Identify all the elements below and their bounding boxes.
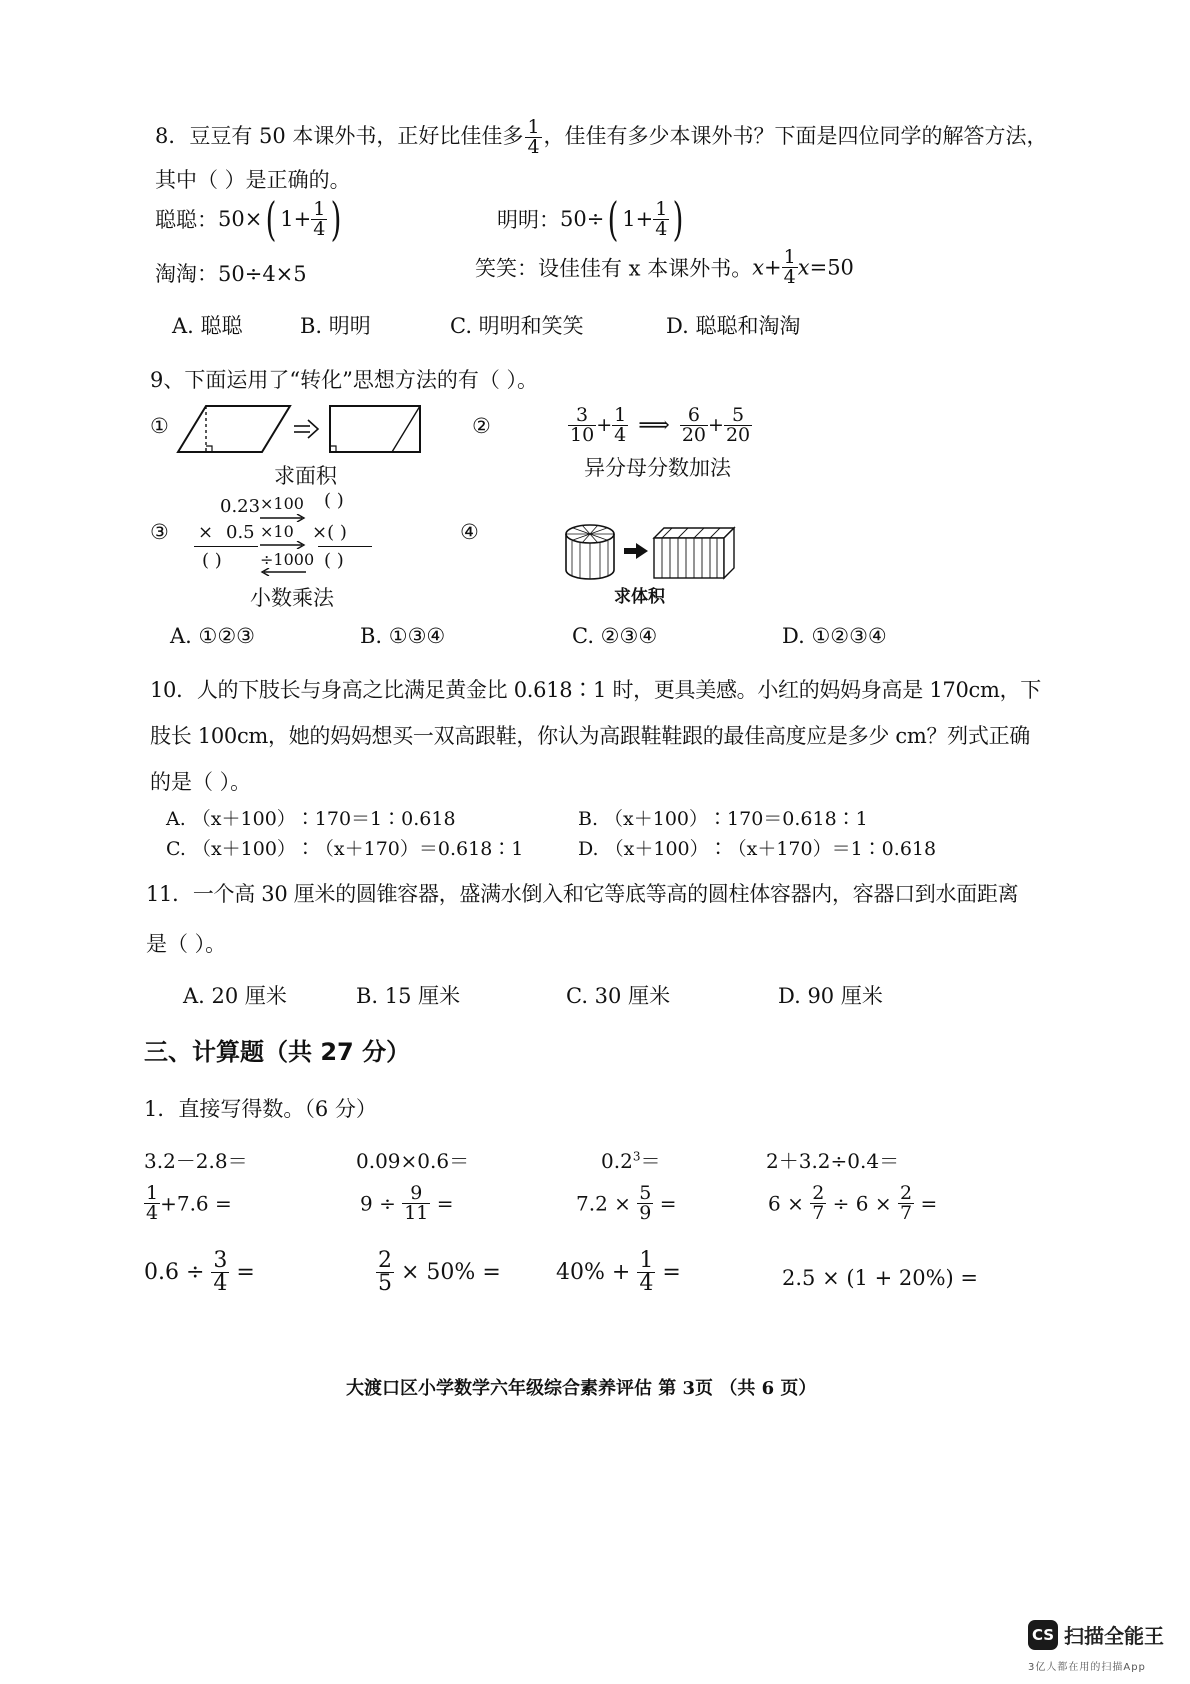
calc-1-4: 2＋3.2÷0.4＝ bbox=[766, 1149, 900, 1173]
q10-stem-line1: 10．人的下肢长与身高之比满足黄金比 0.618∶1 时，更具美感。小红的妈妈身高是 170cm，下 bbox=[150, 678, 1041, 702]
parallelogram-shape bbox=[178, 406, 290, 452]
q9-option-d[interactable]: D. ①②③④ bbox=[782, 624, 887, 648]
q8-stem-text-a: 8．豆豆有 50 本课外书，正好比佳佳多 bbox=[155, 124, 524, 148]
fig3-x-blank: ×( ) bbox=[312, 522, 347, 543]
left-arrow-icon bbox=[260, 568, 306, 576]
q8-stem-line2: 其中（ ）是正确的。 bbox=[155, 168, 351, 192]
calc-3-1: 0.6 ÷ $\frac{3}{4}$ = bbox=[144, 1248, 255, 1296]
q9-stem: 9、下面运用了“转化”思想方法的有（ ）。 bbox=[150, 368, 539, 392]
q8-stem-text-b: ，佳佳有多少本课外书？下面是四位同学的解答方法， bbox=[543, 124, 1048, 148]
fig3-op-x10: ×10 bbox=[260, 522, 294, 541]
q8-mingming-formula: 明明：50÷( 1+ $\frac{1}{4}$ ) bbox=[497, 192, 684, 246]
fig2-fraction-1: $\frac{3}{10}$ bbox=[570, 404, 595, 446]
calc-3-4: 2.5 × (1 + 20%) = bbox=[782, 1266, 978, 1290]
filled-arrow-icon bbox=[624, 543, 648, 559]
camscanner-brand-name: 扫描全能王 bbox=[1064, 1624, 1164, 1648]
fig3-blank-bottom-left: ( ) bbox=[202, 550, 222, 571]
q8-option-d[interactable]: D. 聪聪和淘淘 bbox=[666, 314, 801, 338]
q8-stem-fraction: $\frac{1}{4}$ bbox=[527, 116, 540, 158]
q9-item-4-number: ④ bbox=[460, 520, 479, 544]
q10-option-c[interactable]: C. （x＋100）∶（x＋170）＝0.618∶1 bbox=[166, 838, 524, 860]
q9-option-b[interactable]: B. ①③④ bbox=[360, 624, 446, 648]
fig2-fraction-4: $\frac{5}{20}$ bbox=[725, 404, 751, 446]
q8-option-c[interactable]: C. 明明和笑笑 bbox=[450, 314, 584, 338]
q8-option-b[interactable]: B. 明明 bbox=[300, 314, 371, 338]
q10-option-b[interactable]: B. （x＋100）∶170＝0.618∶1 bbox=[578, 808, 868, 830]
fig3-op-x100: ×100 bbox=[260, 494, 304, 513]
q8-xiaoxiao-formula: 笑笑：设佳佳有 x 本课外书。x+ $\frac{1}{4}$ x=50 bbox=[475, 246, 854, 288]
calc-2-4: 6 × $\frac{2}{7}$ ÷ 6 × $\frac{2}{7}$ = bbox=[768, 1182, 938, 1224]
double-arrow-icon: ⟹ bbox=[638, 412, 670, 438]
fig3-mult-value: 0.5 bbox=[226, 522, 255, 543]
q11-option-a[interactable]: A. 20 厘米 bbox=[183, 984, 287, 1008]
calc-1-1: 3.2－2.8＝ bbox=[144, 1149, 248, 1173]
rectangle-cut-line bbox=[392, 406, 420, 452]
q10-option-d[interactable]: D. （x＋100）∶（x＋170）＝1∶0.618 bbox=[578, 838, 937, 860]
q11-option-b[interactable]: B. 15 厘米 bbox=[356, 984, 461, 1008]
q9-fig4-cylinder-to-cuboid bbox=[564, 522, 740, 582]
q9-option-a[interactable]: A. ①②③ bbox=[170, 624, 255, 648]
fig3-top-left: 0.23 bbox=[220, 496, 261, 517]
fig3-mult-sign: × bbox=[198, 522, 214, 543]
fig3-blank-bottom-right: ( ) bbox=[324, 550, 344, 571]
q11-option-d[interactable]: D. 90 厘米 bbox=[778, 984, 883, 1008]
calc-3-3: 40% + $\frac{1}{4}$ = bbox=[556, 1248, 681, 1296]
section3-title: 三、计算题（共 27 分） bbox=[144, 1038, 411, 1066]
camscanner-logo-icon: CS bbox=[1028, 1620, 1058, 1650]
q9-item-1-number: ① bbox=[150, 414, 169, 438]
fig2-fraction-3: $\frac{6}{20}$ bbox=[681, 404, 707, 446]
calc-2-2: 9 ÷ $\frac{9}{11}$ = bbox=[360, 1182, 454, 1224]
q9-fig2-fraction-addition: $\frac{3}{10}$ + $\frac{1}{4}$ ⟹ $\frac{6}{20}$ + $\frac{5}{20}$ bbox=[570, 404, 751, 446]
fig3-op-div1000: ÷1000 bbox=[260, 550, 315, 569]
right-arrow-icon bbox=[260, 541, 306, 549]
section3-sub-question-1: 1．直接写得数。（6 分） bbox=[144, 1097, 377, 1121]
fig2-fraction-2: $\frac{1}{4}$ bbox=[614, 404, 627, 446]
hollow-arrow-icon bbox=[294, 420, 318, 438]
q8-congcong-formula: 聪聪：50×( 1+ $\frac{1}{4}$ ) bbox=[155, 192, 342, 246]
q11-option-c[interactable]: C. 30 厘米 bbox=[566, 984, 671, 1008]
calc-2-3: 7.2 × $\frac{5}{9}$ = bbox=[576, 1182, 677, 1224]
fig3-blank-top: ( ) bbox=[324, 490, 344, 511]
fig3-line-left bbox=[194, 546, 258, 547]
calc-1-2: 0.09×0.6＝ bbox=[356, 1149, 470, 1173]
q11-stem-line1: 11．一个高 30 厘米的圆锥容器，盛满水倒入和它等底等高的圆柱体容器内，容器口到水面距离 bbox=[146, 882, 1019, 906]
q9-item-2-number: ② bbox=[472, 414, 491, 438]
q9-option-c[interactable]: C. ②③④ bbox=[572, 624, 658, 648]
cuboid-shape bbox=[654, 528, 734, 578]
q9-fig2-label: 异分母分数加法 bbox=[584, 456, 731, 480]
cylinder-shape bbox=[566, 525, 614, 579]
q10-stem-line2: 肢长 100cm，她的妈妈想买一双高跟鞋，你认为高跟鞋鞋跟的最佳高度应是多少 cm？列式正确 bbox=[150, 724, 1030, 748]
q9-fig4-label: 求体积 bbox=[614, 587, 665, 607]
q9-item-3-number: ③ bbox=[150, 520, 169, 544]
q9-fig3-label: 小数乘法 bbox=[250, 586, 334, 610]
q8-stem-line1 bbox=[155, 118, 1048, 157]
q10-option-a[interactable]: A. （x＋100）∶170＝1∶0.618 bbox=[166, 808, 456, 830]
q8-taotao-formula: 淘淘：50÷4×5 bbox=[155, 262, 307, 286]
calc-2-1: $\frac{1}{4}$ +7.6 = bbox=[146, 1182, 232, 1224]
right-arrow-icon bbox=[260, 514, 306, 522]
q9-fig3-decimal-multiplication bbox=[190, 488, 390, 578]
camscanner-tagline: 3亿人都在用的扫描App bbox=[1028, 1662, 1146, 1673]
page-footer: 大渡口区小学数学六年级综合素养评估 第 3页 （共 6 页） bbox=[346, 1378, 817, 1399]
calc-1-3: $0.2^3=$ bbox=[601, 1149, 661, 1173]
q9-fig1-label: 求面积 bbox=[274, 464, 337, 488]
q10-stem-line3: 的是（ ）。 bbox=[150, 770, 252, 794]
q8-option-a[interactable]: A. 聪聪 bbox=[172, 314, 243, 338]
calc-3-2: $\frac{2}{5}$ × 50% = bbox=[378, 1248, 501, 1296]
q11-stem-line2: 是（ ）。 bbox=[146, 932, 227, 956]
q9-fig1-parallelogram-to-rectangle bbox=[176, 402, 426, 456]
fig3-line-right bbox=[318, 546, 372, 547]
